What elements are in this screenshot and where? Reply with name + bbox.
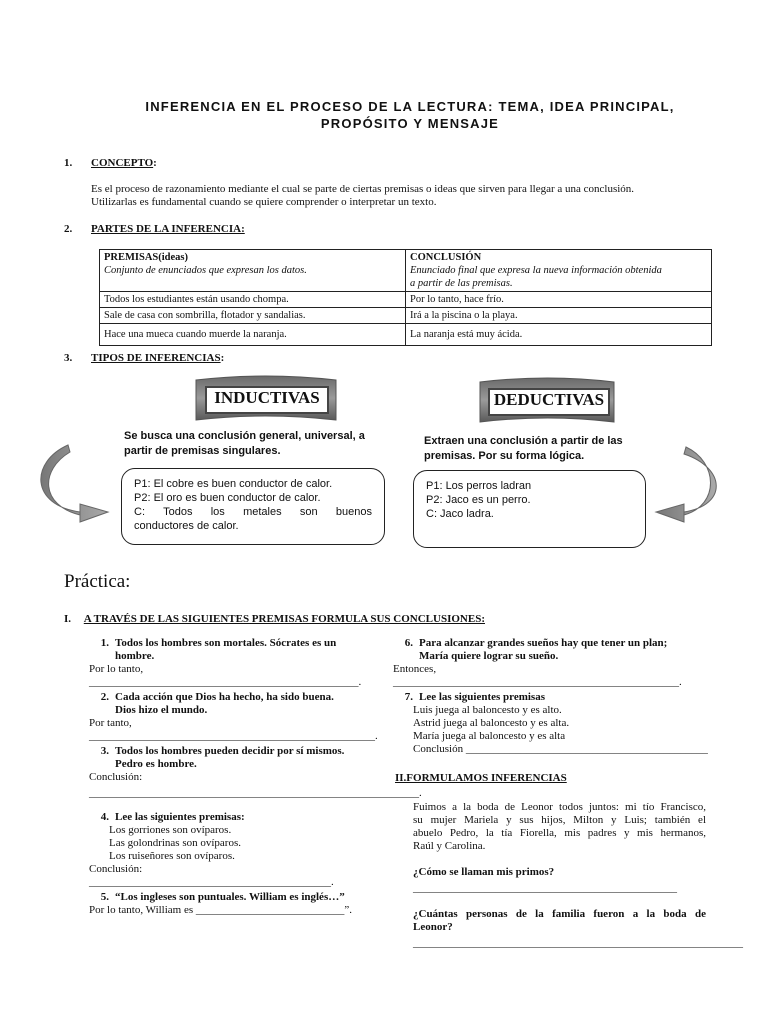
exercise-6-prompt <box>393 637 713 663</box>
exercise-4-answer[interactable]: Conclusión: ____________________________________________. <box>89 863 334 888</box>
exercise-4-line-1: Lee las siguientes premisas: <box>115 811 245 823</box>
conclusion-cell: La naranja está muy ácida. <box>406 324 712 346</box>
exercise-3-number: 3. <box>100 745 109 757</box>
exercise-1-prompt <box>89 637 389 663</box>
deductivas-desc-line-1: Extraen una conclusión a partir de las <box>424 435 623 447</box>
deductivas-c: C: Jaco ladra. <box>426 508 494 520</box>
exercise-1-answer[interactable]: Por lo tanto, _________________________________________________. <box>89 663 362 688</box>
question-1-answer[interactable]: ________________________________________________ <box>413 882 677 894</box>
exercise-3-prompt <box>89 745 389 771</box>
exercise-6-number: 6. <box>404 637 413 649</box>
inductivas-description <box>124 429 386 459</box>
exercise-4-premise-2: Las golondrinas son ovíparos. <box>109 837 241 849</box>
conclusion-subheader-2: a partir de las premisas. <box>410 278 513 289</box>
section-1-number: 1. <box>64 157 73 169</box>
exercise-3-label: Conclusión: <box>89 771 143 783</box>
exercise-6-line-1: Para alcanzar grandes sueños hay que tener un plan; <box>419 637 668 649</box>
inductivas-p1: P1: El cobre es buen conductor de calor. <box>134 478 333 490</box>
exercise-5-number: 5. <box>100 891 109 903</box>
exercise-1 <box>89 637 389 689</box>
exercise-2 <box>89 691 389 743</box>
title-line-2: PROPÓSITO Y MENSAJE <box>320 116 500 131</box>
exercise-2-line-1: Cada acción que Dios ha hecho, ha sido buena. <box>115 691 334 703</box>
title-line-1: INFERENCIA EN EL PROCESO DE LA LECTURA: TEMA, IDEA PRINCIPAL, <box>145 99 675 114</box>
exercise-4-premise-1: Los gorriones son ovíparos. <box>109 824 232 836</box>
inductivas-c-line <box>134 505 372 519</box>
right-curved-arrow-shape <box>656 447 716 522</box>
exercise-5-prompt <box>89 891 389 904</box>
exercise-4-number: 4. <box>100 811 109 823</box>
deductivas-desc-line-2: premisas. Por su forma lógica. <box>424 450 585 462</box>
section-1-colon: : <box>153 157 157 169</box>
exercise-4-prompt <box>89 811 389 824</box>
exercise-6 <box>393 637 713 689</box>
exercise-3 <box>89 745 422 800</box>
inductivas-desc-line-1: Se busca una conclusión general, universal, a <box>124 430 365 442</box>
inductivas-desc-line-2: partir de premisas singulares. <box>124 445 281 457</box>
part-2-text-line-1: Fuimos a la boda de Leonor todos juntos: mi tío Francisco, <box>413 801 706 813</box>
exercise-2-answer[interactable]: Por tanto, ____________________________________________________. <box>89 717 378 742</box>
exercise-7-premise-1: Luis juega al baloncesto y es alto. <box>413 704 562 716</box>
question-2-answer[interactable]: ____________________________________________________________ <box>413 937 743 949</box>
part-1-number: I. <box>64 613 72 625</box>
section-1-title: CONCEPTO <box>91 157 154 169</box>
exercise-7 <box>393 691 713 756</box>
concept-line-1: Es el proceso de razonamiento mediante el cual se parte de ciertas premisas o ideas que sirven para llegar a una conclusión. <box>91 183 635 195</box>
part-2-title: II.FORMULAMOS INFERENCIAS <box>395 772 567 784</box>
part-2-text <box>413 801 706 853</box>
premisa-cell: Todos los estudiantes están usando chompa. <box>100 292 406 308</box>
question-2 <box>413 908 706 934</box>
part-1-title: A TRAVÉS DE LAS SIGUIENTES PREMISAS FORMULA SUS CONCLUSIONES: <box>83 613 485 625</box>
exercise-4-premise-3: Los ruiseñores son ovíparos. <box>109 850 235 862</box>
part-1-heading <box>64 613 485 625</box>
inductivas-c-line-1: C: Todos los metales son buenos <box>134 506 372 518</box>
section-2-title: PARTES DE LA INFERENCIA: <box>91 223 245 235</box>
inductivas-banner <box>205 386 329 414</box>
exercise-1-number: 1. <box>100 637 109 649</box>
section-3-title: TIPOS DE INFERENCIAS <box>91 352 221 364</box>
question-1: ¿Cómo se llaman mis primos? <box>413 866 555 878</box>
part-2-text-line-3: abuelo Pedro, la tía Fiorella, mis padres y mis hermanos, <box>413 827 706 839</box>
exercise-4 <box>89 811 389 889</box>
exercise-6-line-2: María quiere lograr su sueño. <box>419 650 559 662</box>
exercise-5 <box>89 891 389 917</box>
deductivas-example-box <box>413 470 646 548</box>
conclusion-subheader-1: Enunciado final que expresa la nueva información obtenida <box>410 265 662 276</box>
question-2-line-1: ¿Cuántas personas de la familia fueron a la boda de <box>413 908 706 920</box>
premisas-header: PREMISAS(ideas) <box>104 252 189 263</box>
exercise-1-line-2: hombre. <box>115 650 155 662</box>
section-2-number: 2. <box>64 223 73 235</box>
exercise-7-number: 7. <box>404 691 413 703</box>
premisa-cell: Hace una mueca cuando muerde la naranja. <box>100 324 406 346</box>
exercise-7-premise-2: Astrid juega al baloncesto y es alta. <box>413 717 570 729</box>
question-2-line-2: Leonor? <box>413 921 453 933</box>
deductivas-p2: P2: Jaco es un perro. <box>426 494 531 506</box>
exercise-2-line-2: Dios hizo el mundo. <box>115 704 208 716</box>
section-3-number: 3. <box>64 352 73 364</box>
conclusion-cell: Por lo tanto, hace frío. <box>406 292 712 308</box>
exercise-3-line-1: Todos los hombres pueden decidir por sí mismos. <box>115 745 345 757</box>
premisas-subheader: Conjunto de enunciados que expresan los datos. <box>104 265 307 276</box>
part-2-text-line-4: Raúl y Carolina. <box>413 840 486 852</box>
exercise-5-answer[interactable]: Por lo tanto, William es ___________________________”. <box>89 904 353 916</box>
exercise-6-answer[interactable]: Entonces, ____________________________________________________. <box>393 663 682 688</box>
exercise-7-prompt <box>393 691 713 704</box>
conclusion-header: CONCLUSIÓN <box>410 252 482 263</box>
exercise-7-answer[interactable]: Conclusión ____________________________________________ <box>413 743 708 755</box>
inductivas-label: INDUCTIVAS <box>214 388 320 407</box>
exercise-3-answer[interactable]: ____________________________________________________________. <box>89 787 422 799</box>
inductivas-p2: P2: El oro es buen conductor de calor. <box>134 492 321 504</box>
exercise-1-line-1: Todos los hombres son mortales. Sócrates es un <box>115 637 337 649</box>
part-2-text-line-2: su mujer Mariela y sus hijos, Milton y Luis; también el <box>413 814 706 826</box>
deductivas-banner <box>488 388 610 416</box>
exercise-2-prompt <box>89 691 389 717</box>
deductivas-p1: P1: Los perros ladran <box>426 480 532 492</box>
premisa-cell: Sale de casa con sombrilla, flotador y sandalias. <box>100 308 406 324</box>
practica-title: Práctica: <box>64 571 131 592</box>
concept-line-2: Utilizarlas es fundamental cuando se quiere comprender o interpretar un texto. <box>91 196 437 208</box>
exercise-5-line-1: “Los ingleses son puntuales. William es inglés…” <box>115 891 345 903</box>
exercise-2-number: 2. <box>100 691 109 703</box>
deductivas-description <box>424 434 640 464</box>
conclusion-cell: Irá a la piscina o la playa. <box>406 308 712 324</box>
exercise-7-premise-3: María juega al baloncesto y es alta <box>413 730 566 742</box>
inductivas-example-box <box>121 468 385 545</box>
left-curved-arrow-shape <box>41 445 108 522</box>
deductivas-label: DEDUCTIVAS <box>493 390 605 409</box>
inductivas-c-line-2: conductores de calor. <box>134 520 239 532</box>
exercise-3-line-2: Pedro es hombre. <box>115 758 197 770</box>
exercise-7-line-1: Lee las siguientes premisas <box>419 691 545 703</box>
section-3-colon: : <box>220 352 225 364</box>
